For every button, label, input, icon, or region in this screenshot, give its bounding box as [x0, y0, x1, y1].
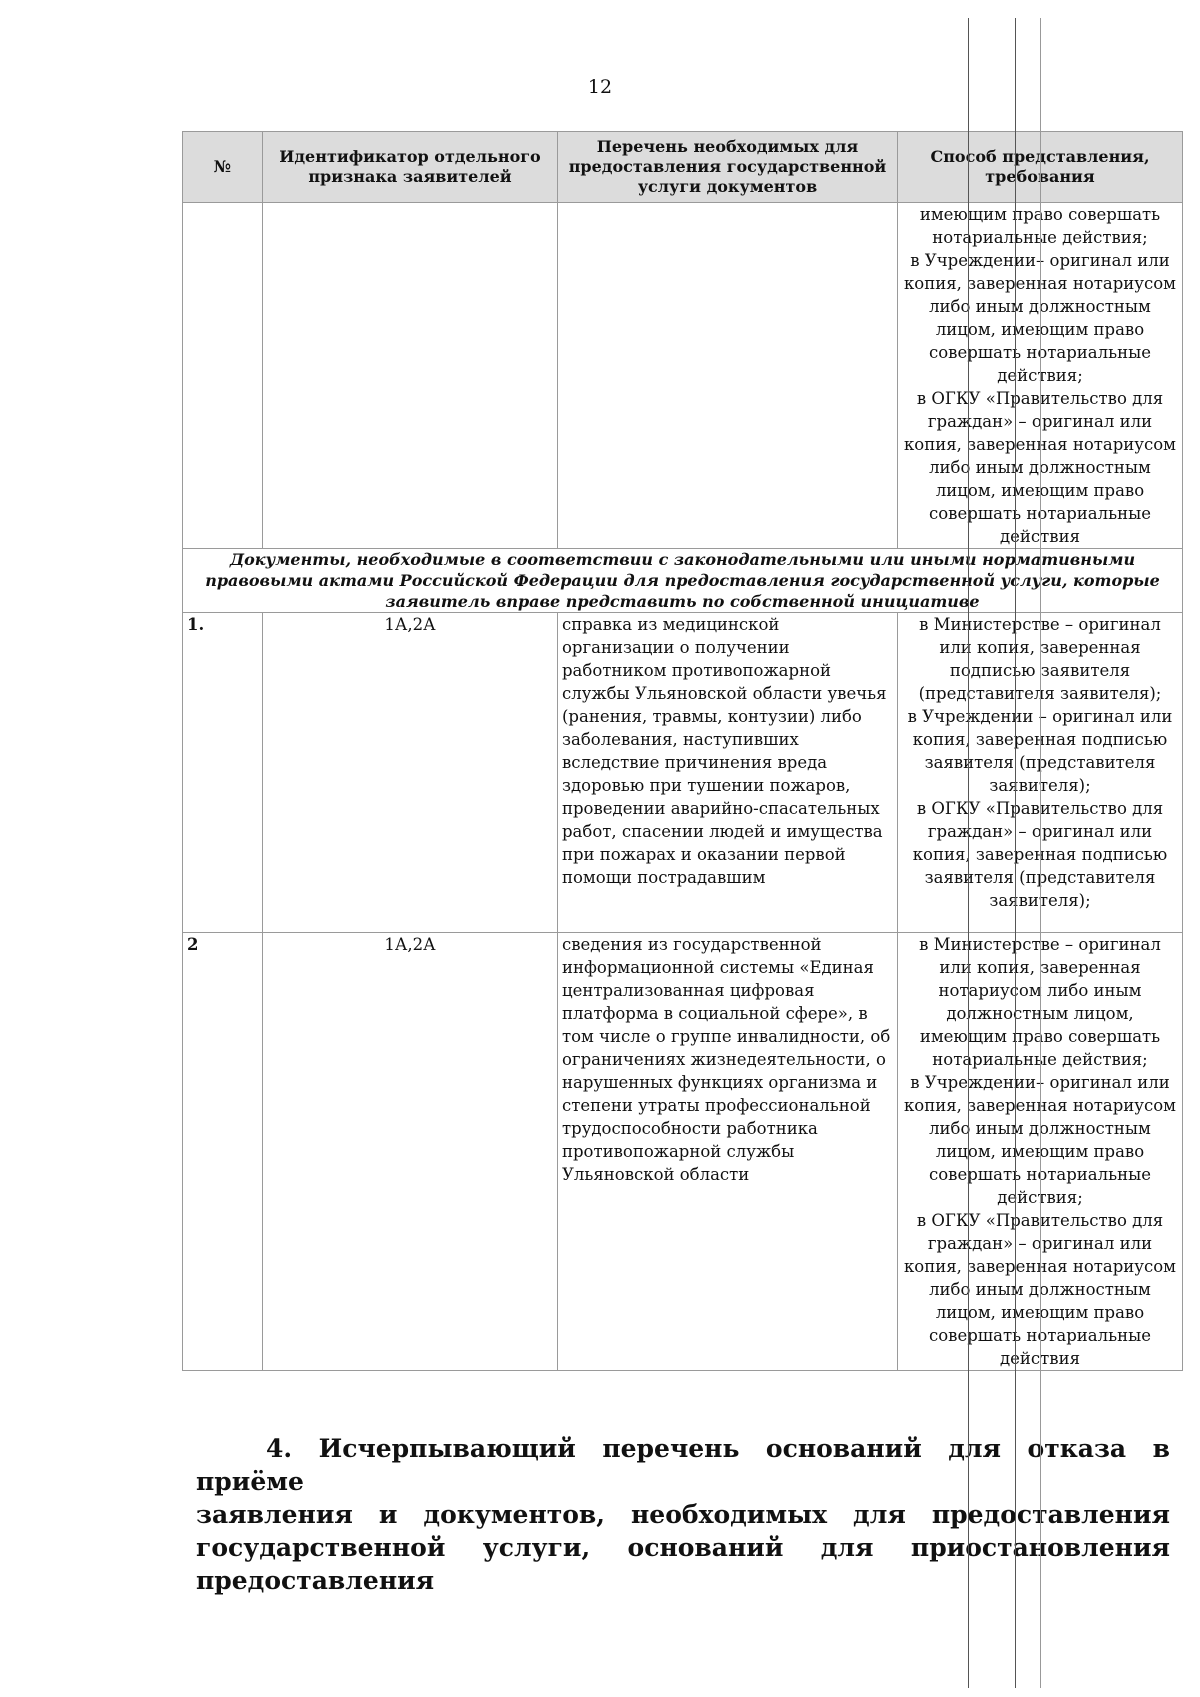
req-line: лицом, имеющим право	[935, 1142, 1145, 1161]
req-line: граждан» – оригинал или	[927, 412, 1153, 431]
req-line: копия, заверенная нотариусом	[903, 1257, 1177, 1276]
req-line: копия, заверенная подписью	[912, 730, 1168, 749]
header-identifier: Идентификатор отдельного признака заявителей	[263, 132, 558, 203]
req-line: копия, заверенная нотариусом	[903, 1096, 1177, 1115]
req-line: в Министерстве – оригинал	[919, 615, 1161, 634]
section-title: Документы, необходимые в соответствии с законодательными или иными нормативными правовыми актами Российской Федерации для предоставления государственной услуги, которые заявитель вправе представить по собственной инициативе	[183, 549, 1183, 613]
req-line: имеющим право совершать	[919, 1027, 1161, 1046]
req-line: нотариальные действия;	[932, 1050, 1148, 1069]
table-row	[183, 933, 1183, 1371]
req-line: действия	[1000, 527, 1080, 546]
row-document: справка из медицинской организации о получении работником противопожарной службы Ульяновской области увечья (ранения, травмы, контузии) либо заболевания, наступивших вследствие причинения вреда здоровью при тушении пожаров, проведении аварийно-спасательных работ, спасении людей и имущества при пожарах и оказании первой помощи пострадавшим	[558, 613, 898, 933]
req-line: совершать нотариальные	[929, 1326, 1151, 1345]
header-number: №	[183, 132, 263, 203]
req-line: нотариусом либо иным	[938, 981, 1142, 1000]
req-line: лицом, имеющим право	[935, 320, 1145, 339]
req-line: граждан» – оригинал или	[927, 1234, 1153, 1253]
req-line: копия, заверенная нотариусом	[903, 435, 1177, 454]
table-row-continued	[183, 203, 1183, 549]
req-line: имеющим право совершать	[919, 205, 1161, 224]
row-document: сведения из государственной информационной системы «Единая централизованная цифровая платформа в социальной сфере», в том числе о группе инвалидности, об ограничениях жизнедеятельности, о нарушенных функциях организма и степени утраты профессиональной трудоспособности работника противопожарной службы Ульяновской области	[558, 933, 898, 1371]
req-line: подписью заявителя	[949, 661, 1131, 680]
header-method: Способ представления, требования	[898, 132, 1183, 203]
row-identifier: 1А,2А	[263, 933, 558, 1371]
scan-artifact-line	[1015, 18, 1016, 1688]
header-documents: Перечень необходимых для предоставления государственной услуги документов	[558, 132, 898, 203]
req-line: копия, заверенная нотариусом	[903, 274, 1177, 293]
req-line: в ОГКУ «Правительство для	[916, 1211, 1164, 1230]
row-number: 2	[183, 933, 263, 1371]
row-identifier: 1А,2А	[263, 613, 558, 933]
documents-table	[182, 131, 1183, 1371]
req-line: в ОГКУ «Правительство для	[916, 389, 1164, 408]
req-line: заявителя);	[989, 891, 1091, 910]
req-line: заявителя (представителя	[924, 868, 1156, 887]
req-line: нотариальные действия;	[932, 228, 1148, 247]
req-line: (представителя заявителя);	[918, 684, 1162, 703]
req-line: в Учреждении – оригинал или	[907, 707, 1173, 726]
req-line: должностным лицом,	[946, 1004, 1134, 1023]
continued-number-cell	[183, 203, 263, 549]
req-line: либо иным должностным	[929, 458, 1151, 477]
req-line: либо иным должностным	[929, 1119, 1151, 1138]
req-line: действия;	[997, 366, 1083, 385]
scan-artifact-line	[968, 18, 969, 1688]
req-line: граждан» – оригинал или	[927, 822, 1153, 841]
req-line: в Учреждении– оригинал или	[910, 1073, 1170, 1092]
req-line: заявителя (представителя	[924, 753, 1156, 772]
req-line: либо иным должностным	[929, 297, 1151, 316]
req-line: действия;	[997, 1188, 1083, 1207]
req-line: действия	[1000, 1349, 1080, 1368]
scan-artifact-line	[1040, 18, 1041, 1688]
req-line: в ОГКУ «Правительство для	[916, 799, 1164, 818]
req-line: совершать нотариальные	[929, 343, 1151, 362]
page-number: 12	[587, 76, 613, 98]
req-line: совершать нотариальные	[929, 1165, 1151, 1184]
req-line: лицом, имеющим право	[935, 1303, 1145, 1322]
section-row	[183, 549, 1183, 613]
req-line: копия, заверенная подписью	[912, 845, 1168, 864]
row-number: 1.	[183, 613, 263, 933]
heading-line: 4. Исчерпывающий перечень оснований для отказа в приёме	[196, 1434, 1170, 1496]
continued-identifier-cell	[263, 203, 558, 549]
req-line: либо иным должностным	[929, 1280, 1151, 1299]
heading-line: заявления и документов, необходимых для предоставления	[196, 1500, 1170, 1529]
req-line: лицом, имеющим право	[935, 481, 1145, 500]
req-line: заявителя);	[989, 776, 1091, 795]
req-line: или копия, заверенная	[939, 638, 1141, 657]
table-row	[183, 613, 1183, 933]
req-line: в Министерстве – оригинал	[919, 935, 1161, 954]
req-line: совершать нотариальные	[929, 504, 1151, 523]
section-heading	[196, 1432, 1170, 1597]
heading-line: государственной услуги, оснований для приостановления предоставления	[196, 1533, 1170, 1595]
continued-document-cell	[558, 203, 898, 549]
req-line: или копия, заверенная	[939, 958, 1141, 977]
req-line: в Учреждении– оригинал или	[910, 251, 1170, 270]
table-header-row	[183, 132, 1183, 203]
